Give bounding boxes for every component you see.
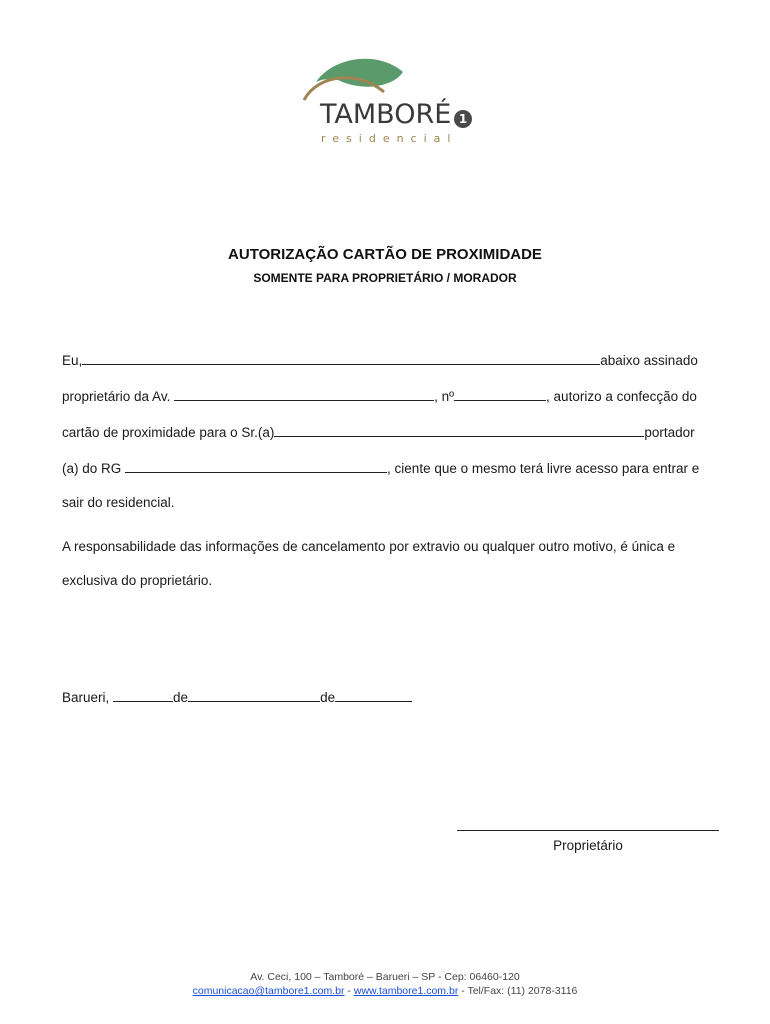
year-blank-field[interactable] <box>335 689 412 702</box>
avenue-blank-field[interactable] <box>174 388 434 401</box>
paragraph-line-3 <box>62 424 695 440</box>
rg-blank-field[interactable] <box>125 460 387 473</box>
footer-email-link[interactable]: comunicacao@tambore1.com.br <box>192 985 345 997</box>
paragraph-line-7: exclusiva do proprietário. <box>62 573 213 588</box>
paragraph-line-2 <box>62 388 697 404</box>
date-line <box>62 689 412 705</box>
text-de-1: de <box>173 690 189 705</box>
text-cartao-para: cartão de proximidade para o Sr.(a) <box>62 425 275 440</box>
logo-brand-text: TAMBORÉ <box>320 99 452 130</box>
name-blank-field[interactable] <box>82 352 600 365</box>
text-numero: , nº <box>434 389 455 404</box>
text-abaixo-assinado: abaixo assinado <box>600 353 698 368</box>
text-autorizo: , autorizo a confecção do <box>546 389 697 404</box>
text-portador: portador <box>644 425 695 440</box>
document-title: AUTORIZAÇÃO CARTÃO DE PROXIMIDADE <box>228 246 542 263</box>
footer-separator-1: - <box>344 985 354 997</box>
text-ciente: , ciente que o mesmo terá livre acesso para entrar e <box>387 461 700 476</box>
logo-badge: 1 <box>454 110 472 128</box>
text-barueri: Barueri, <box>62 690 110 705</box>
footer-separator-2: - <box>458 985 468 997</box>
document-subtitle: SOMENTE PARA PROPRIETÁRIO / MORADOR <box>253 271 517 285</box>
beneficiary-blank-field[interactable] <box>274 424 644 437</box>
footer-website-link[interactable]: www.tambore1.com.br <box>353 985 459 997</box>
signature-line[interactable] <box>457 830 719 831</box>
number-blank-field[interactable] <box>454 388 546 401</box>
signature-label: Proprietário <box>553 838 623 853</box>
text-eu: Eu, <box>62 353 83 368</box>
text-proprietario-av: proprietário da Av. <box>62 389 171 404</box>
footer-phone: Tel/Fax: (11) 2078-3116 <box>467 985 578 997</box>
paragraph-line-1 <box>62 352 698 368</box>
footer-contacts <box>0 985 770 997</box>
tambore-logo <box>298 52 478 148</box>
text-do-rg: (a) do RG <box>62 461 122 476</box>
day-blank-field[interactable] <box>113 689 173 702</box>
logo-subtitle: residencial <box>321 132 458 145</box>
footer-address: Av. Ceci, 100 – Tamboré – Barueri – SP - Cep: 06460-120 <box>250 971 520 983</box>
text-de-2: de <box>320 690 336 705</box>
paragraph-line-5: sair do residencial. <box>62 495 175 510</box>
month-blank-field[interactable] <box>188 689 320 702</box>
paragraph-line-6: A responsabilidade das informações de cancelamento por extravio ou qualquer outro motivo, é única e <box>62 539 676 554</box>
paragraph-line-4 <box>62 460 699 476</box>
